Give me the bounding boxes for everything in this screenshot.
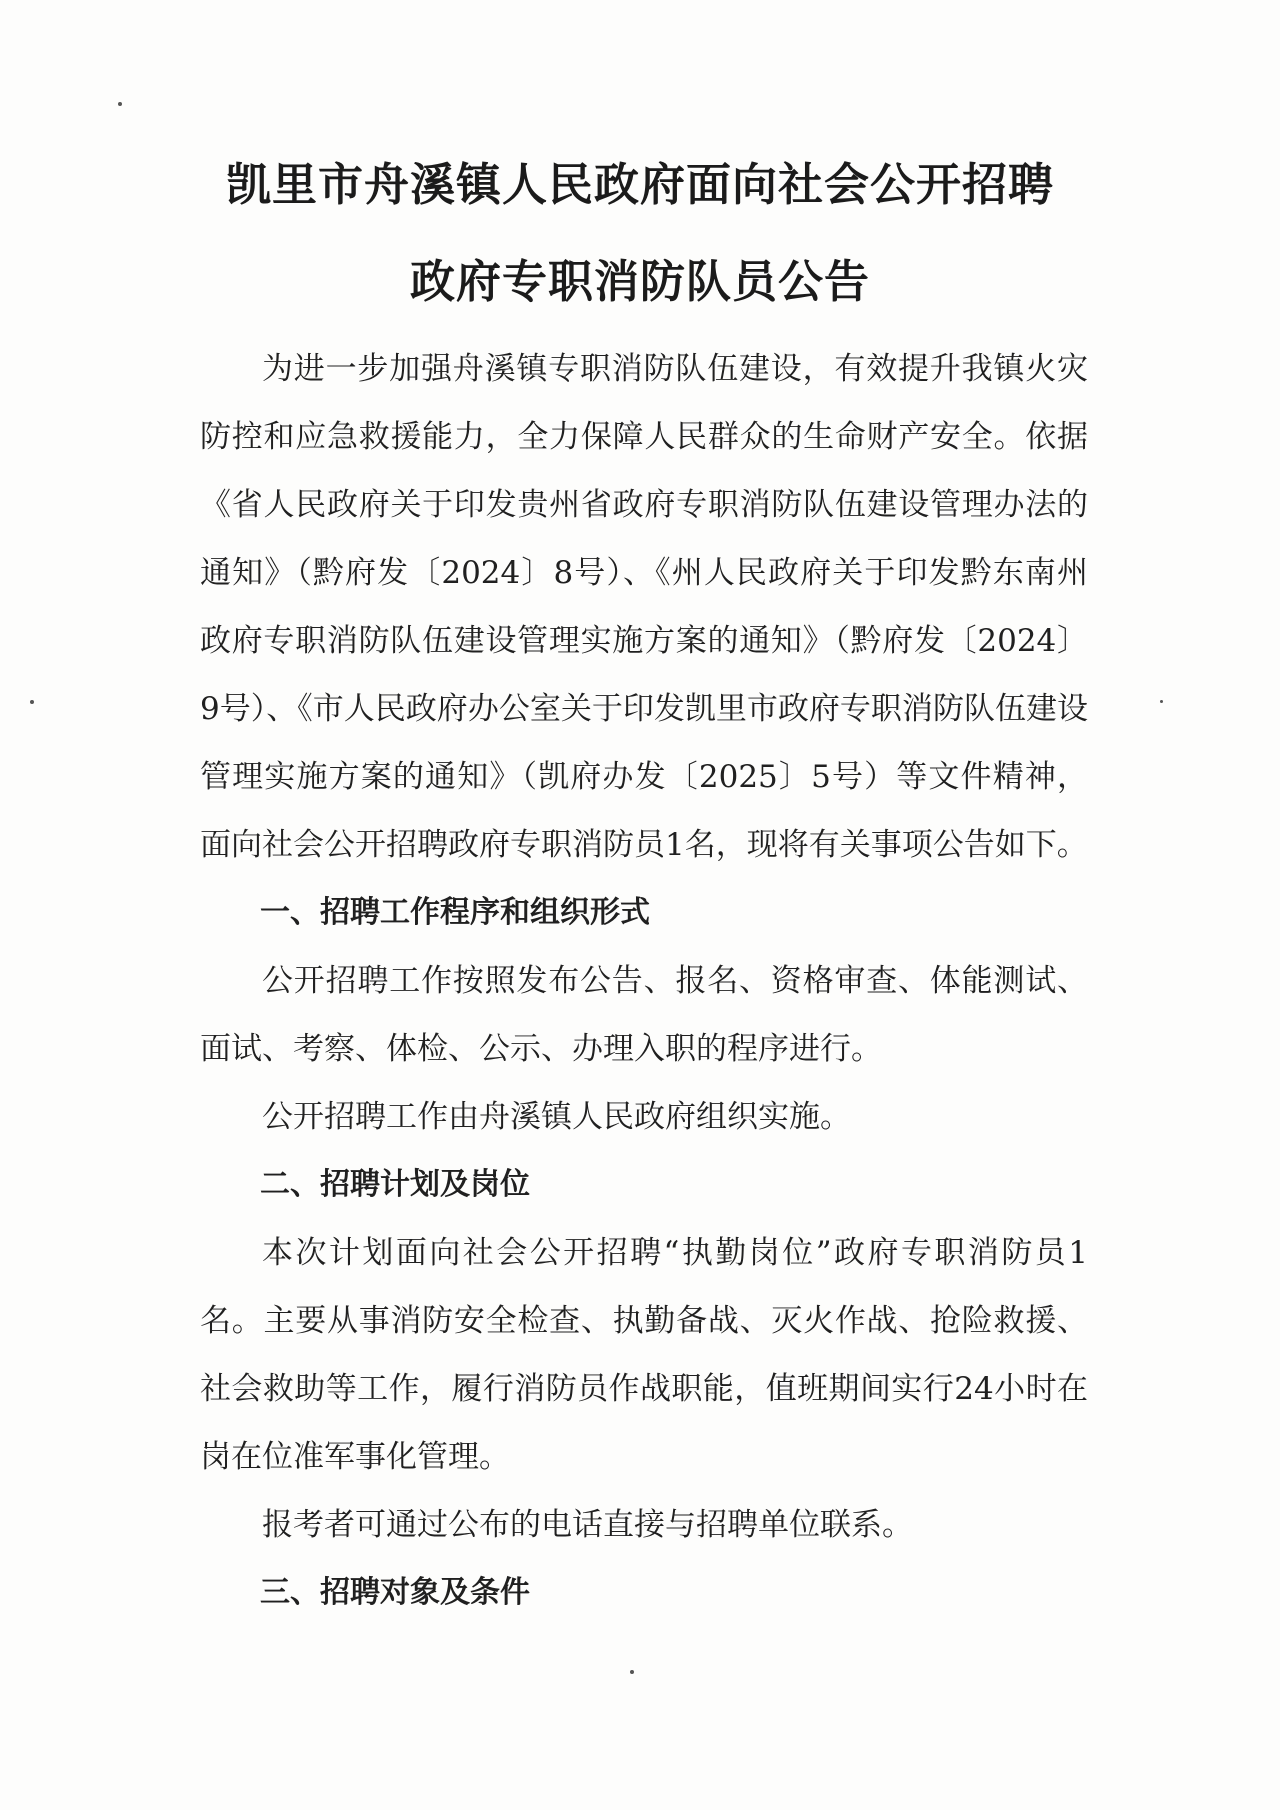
section-heading-3: 三、招聘对象及条件	[260, 1575, 530, 1610]
section-2-paragraph-2: 报考者可通过公布的电话直接与招聘单位联系。	[262, 1507, 913, 1543]
scan-speck	[630, 1670, 634, 1674]
section-2-paragraph-1: 本次计划面向社会公开招聘“执勤岗位”政府专职消防员1名。主要从事消防安全检查、执勤备战、灭火作战、抢险救援、社会救助等工作，履行消防员作战职能，值班期间实行24小时在岗在位准军事化管理。	[200, 1235, 1088, 1475]
section-heading-1: 一、招聘工作程序和组织形式	[260, 895, 650, 930]
intro-paragraph: 为进一步加强舟溪镇专职消防队伍建设，有效提升我镇火灾防控和应急救援能力，全力保障人民群众的生命财产安全。依据《省人民政府关于印发贵州省政府专职消防队伍建设管理办法的通知》（黔府发〔2024〕8号）、《州人民政府关于印发黔东南州政府专职消防队伍建设管理实施方案的通知》（黔府发〔2024〕9号）、《市人民政府办公室关于印发凯里市政府专职消防队伍建设管理实施方案的通知》（凯府办发〔2025〕5号）等文件精神，面向社会公开招聘政府专职消防员1名，现将有关事项公告如下。	[200, 351, 1088, 863]
document-title-line-1: 凯里市舟溪镇人民政府面向社会公开招聘	[225, 158, 1054, 211]
section-1-paragraph-2: 公开招聘工作由舟溪镇人民政府组织实施。	[262, 1099, 851, 1135]
section-1-paragraph-1: 公开招聘工作按照发布公告、报名、资格审查、体能测试、面试、考察、体检、公示、办理入职的程序进行。	[200, 963, 1088, 1067]
document-body	[200, 335, 1088, 1627]
section-heading-2: 二、招聘计划及岗位	[260, 1167, 530, 1202]
scan-speck	[30, 700, 34, 704]
scan-speck	[118, 102, 122, 106]
document-title-line-2: 政府专职消防队员公告	[409, 255, 870, 308]
scan-speck	[1160, 700, 1163, 703]
